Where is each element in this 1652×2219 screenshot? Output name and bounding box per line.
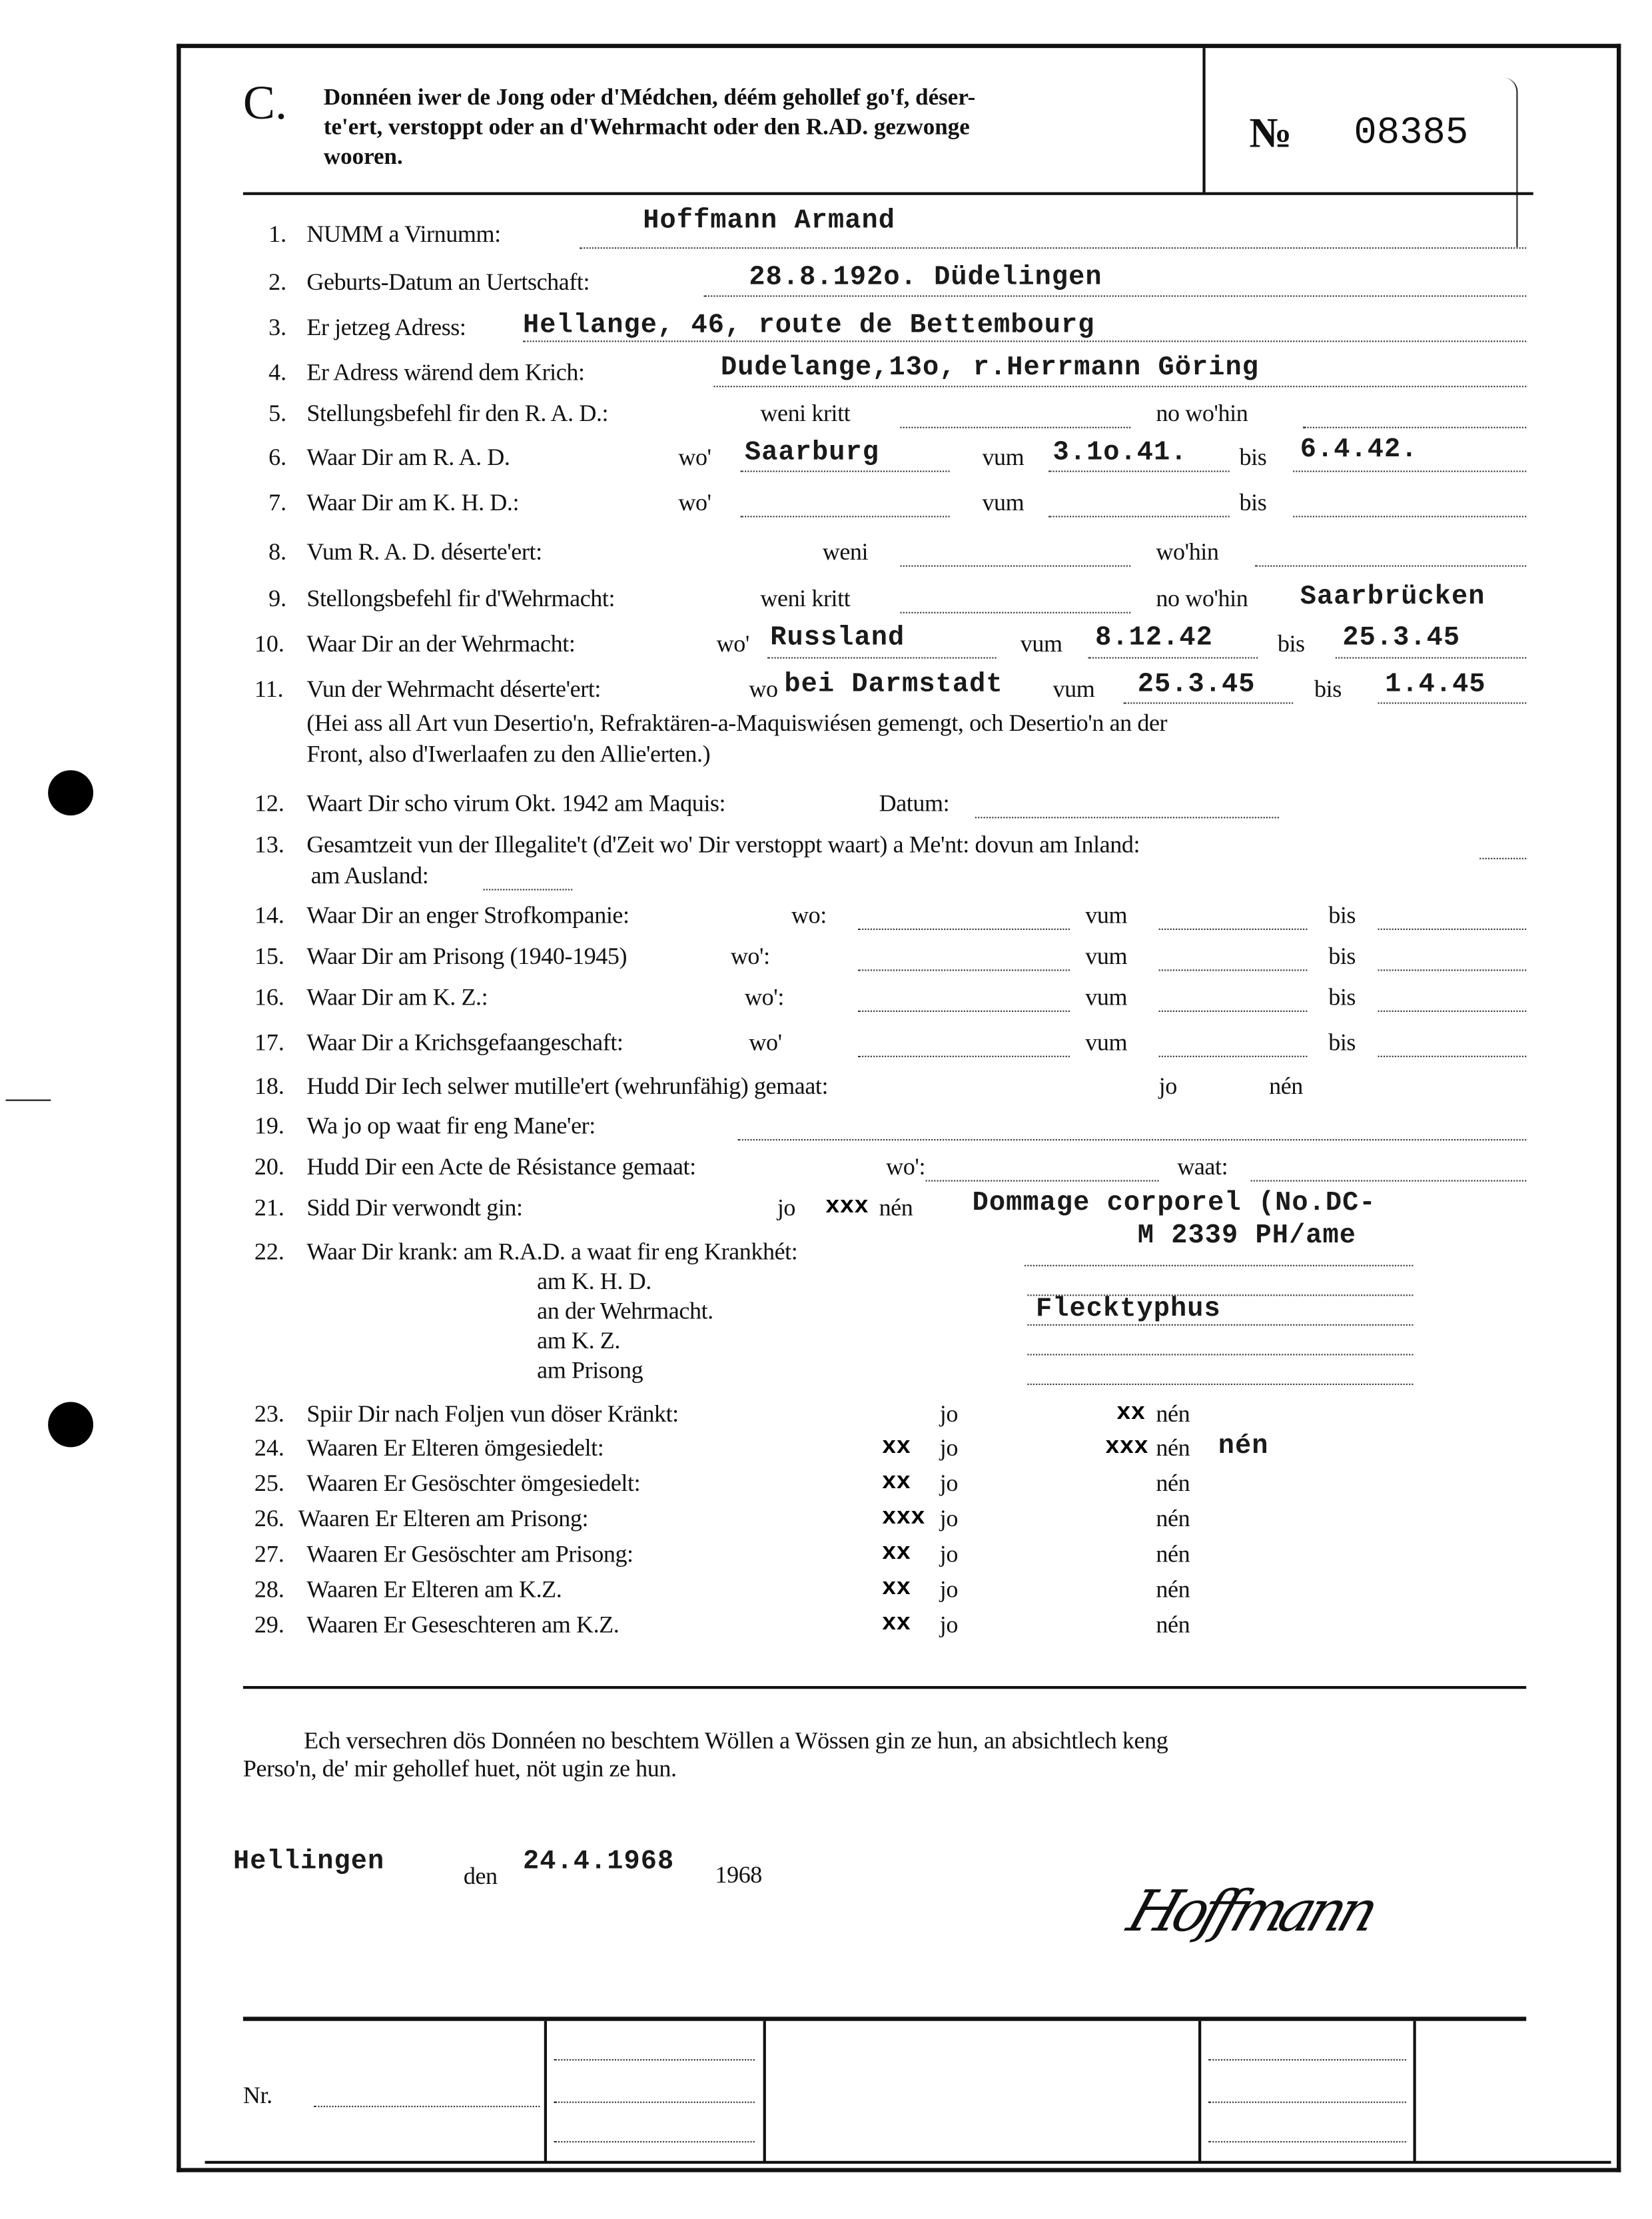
typed-value: Dudelange,13o, r.Herrmann Göring — [720, 352, 1259, 383]
sub-label: am Prisong — [537, 1356, 643, 1384]
fill-in-field[interactable] — [741, 470, 950, 472]
field-label: weni kritt — [760, 400, 851, 427]
field-label: Waaren Er Geseschteren am K.Z. — [306, 1611, 620, 1638]
item-number: 19. — [254, 1112, 284, 1139]
field-label: Waaren Er Elteren am K.Z. — [306, 1575, 562, 1603]
fill-in-field[interactable] — [1255, 566, 1526, 567]
field-label: wo — [749, 675, 778, 703]
margin-mark — [5, 1100, 51, 1101]
item-number: 17. — [254, 1029, 284, 1056]
field-label: wo' — [678, 489, 711, 516]
fill-in-field[interactable] — [900, 427, 1130, 428]
field-label: Waaren Er Elteren am Prisong: — [298, 1505, 589, 1532]
field-label: bis — [1239, 444, 1267, 471]
punch-hole — [48, 1402, 93, 1448]
field-label: Waart Dir scho virum Okt. 1942 am Maquis: — [306, 789, 726, 817]
field-label: Wa jo op waat fir eng Mane'er: — [306, 1112, 596, 1139]
jo-option: jo — [939, 1611, 959, 1638]
item-number: 6. — [268, 444, 287, 471]
footer-col-divider — [1414, 2021, 1416, 2162]
item-number: 25. — [254, 1470, 284, 1497]
fill-in-field[interactable] — [1124, 702, 1294, 703]
fill-in-field[interactable] — [1025, 1265, 1413, 1266]
footer-field — [554, 2059, 755, 2060]
declaration-line: Perso'n, de' mir gehollef huet, nöt ugin ze hun. — [242, 1755, 677, 1783]
field-label: bis — [1277, 630, 1305, 658]
nen-option: nén — [1156, 1540, 1190, 1567]
item-number: 3. — [268, 313, 287, 341]
footer-col-divider — [544, 2021, 546, 2162]
fill-in-field[interactable] — [1027, 1354, 1413, 1355]
fill-in-field[interactable] — [1159, 969, 1308, 971]
nr-label: Nr. — [242, 2081, 272, 2109]
fill-in-field[interactable] — [1303, 427, 1526, 428]
footer-field — [1208, 2102, 1406, 2103]
typed-value: 8.12.42 — [1095, 622, 1213, 654]
typed-value: 25.3.45 — [1342, 622, 1461, 654]
nen-option: nén — [1156, 1400, 1190, 1428]
declaration-rule — [243, 1686, 1526, 1688]
footer-col-divider — [1198, 2021, 1200, 2162]
item-number: 1. — [268, 220, 287, 248]
footer-rule-bottom — [205, 2161, 1611, 2164]
field-label: Stellongsbefehl fir d'Wehrmacht: — [306, 585, 616, 612]
footer-rule-top — [243, 2016, 1526, 2020]
fill-in-field[interactable] — [1336, 657, 1526, 658]
item-number: 29. — [254, 1611, 284, 1638]
fill-in-field[interactable] — [1251, 1180, 1527, 1181]
field-label: Geburts-Datum an Uertschaft: — [306, 268, 590, 296]
field-label: wo' — [749, 1029, 782, 1056]
footer-col-divider — [763, 2021, 765, 2162]
frame-top — [177, 44, 1621, 48]
item-number: 7. — [268, 489, 287, 516]
field-label: wo': — [745, 983, 784, 1011]
field-label: jo — [777, 1194, 796, 1221]
fill-in-field[interactable] — [1159, 1011, 1308, 1012]
field-label: bis — [1328, 943, 1356, 970]
field-label: no wo'hin — [1156, 400, 1248, 427]
item-number: 14. — [254, 901, 284, 929]
number-symbol: № — [1249, 110, 1292, 157]
footer-field — [554, 2141, 755, 2142]
sub-label: an der Wehrmacht. — [537, 1297, 713, 1324]
strikeout-mark: xx — [881, 1470, 911, 1497]
fill-in-field[interactable] — [1027, 1324, 1413, 1326]
jo-option: jo — [939, 1505, 959, 1532]
fill-in-field[interactable] — [523, 340, 1526, 342]
nen-option: nén — [1156, 1575, 1190, 1603]
fill-in-field[interactable] — [900, 612, 1130, 614]
field-label: wo' — [678, 444, 711, 471]
field-label: Er jetzeg Adress: — [306, 313, 466, 341]
field-label: bis — [1328, 983, 1356, 1011]
item-number: 2. — [268, 268, 287, 296]
field-label: bis — [1314, 675, 1342, 703]
field-label: vum — [1085, 901, 1128, 929]
item-number: 23. — [254, 1400, 284, 1428]
den-label: den — [463, 1863, 498, 1890]
field-label: Waar Dir a Krichsgefaangeschaft: — [306, 1029, 623, 1056]
field-label: Sidd Dir verwondt gin: — [306, 1194, 523, 1221]
jo-option: jo — [939, 1540, 959, 1567]
strikeout-mark: xxx — [825, 1194, 869, 1221]
field-label: Gesamtzeit vun der Illegalite't (d'Zeit wo' Dir verstoppt waart) a Me'nt: dovun am Inland: — [306, 831, 1140, 858]
fill-in-field[interactable] — [713, 386, 1526, 387]
fill-in-field[interactable] — [975, 817, 1279, 818]
fill-in-field[interactable] — [858, 929, 1070, 930]
item-number: 8. — [268, 538, 287, 566]
strikeout-mark: xx — [881, 1540, 911, 1567]
field-label: bis — [1328, 901, 1356, 929]
field-label: Waar Dir am K. Z.: — [306, 983, 488, 1011]
fill-in-field[interactable] — [1293, 470, 1526, 472]
nr-field — [314, 2106, 540, 2107]
note-line: (Hei ass all Art vun Desertio'n, Refraktären-a-Maquiswiésen gemengt, och Desertio'n an der — [306, 709, 1168, 737]
typed-value: Saarbrücken — [1300, 580, 1485, 612]
section-letter: C. — [242, 77, 288, 131]
typed-value: 25.3.45 — [1137, 668, 1256, 700]
nen-option: nén — [1156, 1434, 1190, 1462]
fill-in-field[interactable] — [741, 516, 950, 517]
form-number: 08385 — [1354, 113, 1469, 156]
field-label: Waar Dir an enger Strofkompanie: — [306, 901, 629, 929]
field-label: vum — [982, 444, 1025, 471]
item-number: 5. — [268, 400, 287, 427]
fill-in-field[interactable] — [1378, 1056, 1526, 1057]
fill-in-field[interactable] — [1088, 657, 1258, 658]
strikeout-mark: xx — [1116, 1400, 1146, 1428]
fill-in-field[interactable] — [1378, 929, 1526, 930]
item-number: 21. — [254, 1194, 284, 1221]
field-label: vum — [1052, 675, 1095, 703]
header-title-line: Donnéen iwer de Jong oder d'Médchen, déém gehollef go'f, déser- — [323, 83, 976, 111]
field-label: waat: — [1177, 1153, 1228, 1180]
nen-option: nén — [1156, 1470, 1190, 1497]
nen-option: nén — [1156, 1611, 1190, 1638]
field-label: Waar Dir krank: am R.A.D. a waat fir eng Krankhét: — [306, 1238, 798, 1265]
field-label: vum — [1085, 1029, 1128, 1056]
fill-in-field[interactable] — [1159, 929, 1308, 930]
typed-value: Hoffmann Armand — [643, 205, 896, 236]
field-label: wo: — [791, 901, 827, 929]
field-label: Datum: — [879, 789, 950, 817]
item-number: 16. — [254, 983, 284, 1011]
field-label: Er Adress wärend dem Krich: — [306, 358, 585, 386]
field-label: Spiir Dir nach Foljen vun döser Kränkt: — [306, 1400, 679, 1428]
sub-label: am K. H. D. — [537, 1267, 651, 1295]
note-line: Front, also d'Iwerlaafen zu den Allie'erten.) — [306, 740, 711, 767]
punch-hole — [48, 770, 93, 815]
field-label: Vum R. A. D. déserte'ert: — [306, 538, 542, 566]
fill-in-field[interactable] — [484, 889, 573, 890]
field-label: no wo'hin — [1156, 585, 1248, 612]
frame-right — [1617, 44, 1621, 2172]
footer-field — [1208, 2059, 1406, 2060]
field-label: vum — [1085, 983, 1128, 1011]
field-label: Waaren Er Elteren ömgesiedelt: — [306, 1434, 604, 1462]
frame-left — [177, 44, 181, 2172]
footer-field — [1208, 2141, 1406, 2142]
header-title-line: wooren. — [323, 143, 403, 170]
item-number: 11. — [254, 675, 284, 703]
typed-value: Flecktyphus — [1036, 1293, 1221, 1324]
field-label: am Ausland: — [310, 862, 429, 889]
item-number: 28. — [254, 1575, 284, 1603]
header-title-line: te'ert, verstoppt oder an d'Wehrmacht oder den R.AD. gezwonge — [323, 113, 970, 141]
field-label: Waaren Er Gesöschter ömgesiedelt: — [306, 1470, 641, 1497]
header-divider — [1202, 48, 1205, 192]
fill-in-field[interactable] — [737, 1139, 1526, 1140]
typed-value: Saarburg — [745, 436, 880, 468]
field-label: vum — [1085, 943, 1128, 970]
item-number: 22. — [254, 1238, 284, 1265]
strikeout-mark: xx — [881, 1434, 911, 1462]
item-number: 27. — [254, 1540, 284, 1567]
typed-value: M 2339 PH/ame — [1137, 1219, 1357, 1251]
strikeout-mark: xxx — [881, 1505, 925, 1532]
field-label: wo': — [886, 1153, 926, 1180]
strikeout-mark: xxx — [1105, 1434, 1148, 1462]
item-number: 4. — [268, 358, 287, 386]
item-number: 10. — [254, 630, 284, 658]
fill-in-field[interactable] — [1048, 516, 1230, 517]
fill-in-field[interactable] — [1378, 1011, 1526, 1012]
typed-value: Dommage corporel (No.DC- — [972, 1187, 1376, 1218]
field-label: nén — [879, 1194, 913, 1221]
typed-value: 6.4.42. — [1300, 434, 1418, 465]
item-number: 26. — [254, 1505, 284, 1532]
bracket-mark — [1502, 78, 1517, 248]
item-number: 15. — [254, 943, 284, 970]
fill-in-field[interactable] — [704, 295, 1527, 296]
declaration-line: Ech versechren dös Donnéen no beschtem Wöllen a Wössen gin ze hun, an absichtlech keng — [304, 1727, 1168, 1754]
field-label: Vun der Wehrmacht déserte'ert: — [306, 675, 602, 703]
jo-option: jo — [939, 1400, 959, 1428]
item-number: 24. — [254, 1434, 284, 1462]
field-label: Hudd Dir Iech selwer mutille'ert (wehrunfähig) gemaat: — [306, 1073, 829, 1100]
field-label: wo' — [716, 630, 749, 658]
fill-in-field[interactable] — [1159, 1056, 1308, 1057]
jo-option: jo — [939, 1470, 959, 1497]
field-label: vum — [1020, 630, 1062, 658]
frame-bottom — [177, 2168, 1621, 2172]
typed-value: Russland — [770, 622, 905, 654]
date-printed: 1968 — [715, 1861, 762, 1889]
fill-in-field[interactable] — [767, 657, 997, 658]
sub-label: am K. Z. — [537, 1327, 621, 1354]
field-label: NUMM a Virnumm: — [306, 220, 501, 248]
typed-value: Hellange, 46, route de Bettembourg — [522, 309, 1095, 341]
footer-field — [554, 2102, 755, 2103]
fill-in-field[interactable] — [858, 1011, 1070, 1012]
field-label: Hudd Dir een Acte de Résistance gemaat: — [306, 1153, 696, 1180]
header-rule — [243, 193, 1533, 195]
strikeout-mark: xx — [881, 1611, 911, 1638]
fill-in-field[interactable] — [1027, 1384, 1413, 1385]
fill-in-field[interactable] — [1048, 470, 1230, 472]
fill-in-field[interactable] — [858, 969, 1070, 971]
fill-in-field[interactable] — [926, 1180, 1159, 1181]
signature: Hoffmann — [1120, 1879, 1382, 1945]
fill-in-field[interactable] — [900, 566, 1130, 567]
jo-option: jo — [939, 1575, 959, 1603]
field-label: Waar Dir am R. A. D. — [306, 444, 510, 471]
header-title — [324, 82, 975, 171]
field-label: nén — [1269, 1073, 1303, 1100]
fill-in-field[interactable] — [1479, 858, 1526, 859]
fill-in-field[interactable] — [858, 1056, 1070, 1057]
typed-value: nén — [1218, 1430, 1269, 1462]
strikeout-mark: xx — [881, 1575, 911, 1603]
field-label: wo': — [730, 943, 770, 970]
typed-value: 28.8.192o. Düdelingen — [749, 261, 1102, 293]
fill-in-field[interactable] — [1378, 702, 1526, 703]
typed-value: 1.4.45 — [1385, 668, 1486, 700]
date-value: 24.4.1968 — [522, 1845, 675, 1877]
field-label: Waar Dir am Prisong (1940-1945) — [306, 943, 627, 970]
field-label: bis — [1328, 1029, 1356, 1056]
field-label: jo — [1158, 1073, 1177, 1100]
field-label: Waar Dir am K. H. D.: — [306, 489, 520, 516]
field-label: Waar Dir an der Wehrmacht: — [306, 630, 576, 658]
field-label: bis — [1239, 489, 1267, 516]
field-label: vum — [982, 489, 1025, 516]
field-label: Waaren Er Gesöschter am Prisong: — [306, 1540, 633, 1567]
fill-in-field[interactable] — [580, 247, 1526, 248]
jo-option: jo — [939, 1434, 959, 1462]
typed-value: bei Darmstadt — [784, 668, 1003, 700]
item-number: 13. — [254, 831, 284, 858]
item-number: 9. — [268, 585, 287, 612]
field-label: wo'hin — [1156, 538, 1219, 566]
nen-option: nén — [1156, 1505, 1190, 1532]
field-label: weni — [822, 538, 869, 566]
item-number: 20. — [254, 1153, 284, 1180]
field-label: Stellungsbefehl fir den R. A. D.: — [306, 400, 609, 427]
item-number: 12. — [254, 789, 284, 817]
place-value: Hellingen — [233, 1845, 385, 1877]
field-label: weni kritt — [760, 585, 851, 612]
item-number: 18. — [254, 1073, 284, 1100]
typed-value: 3.1o.41. — [1052, 436, 1188, 468]
fill-in-field[interactable] — [1378, 969, 1526, 971]
fill-in-field[interactable] — [1293, 516, 1526, 517]
